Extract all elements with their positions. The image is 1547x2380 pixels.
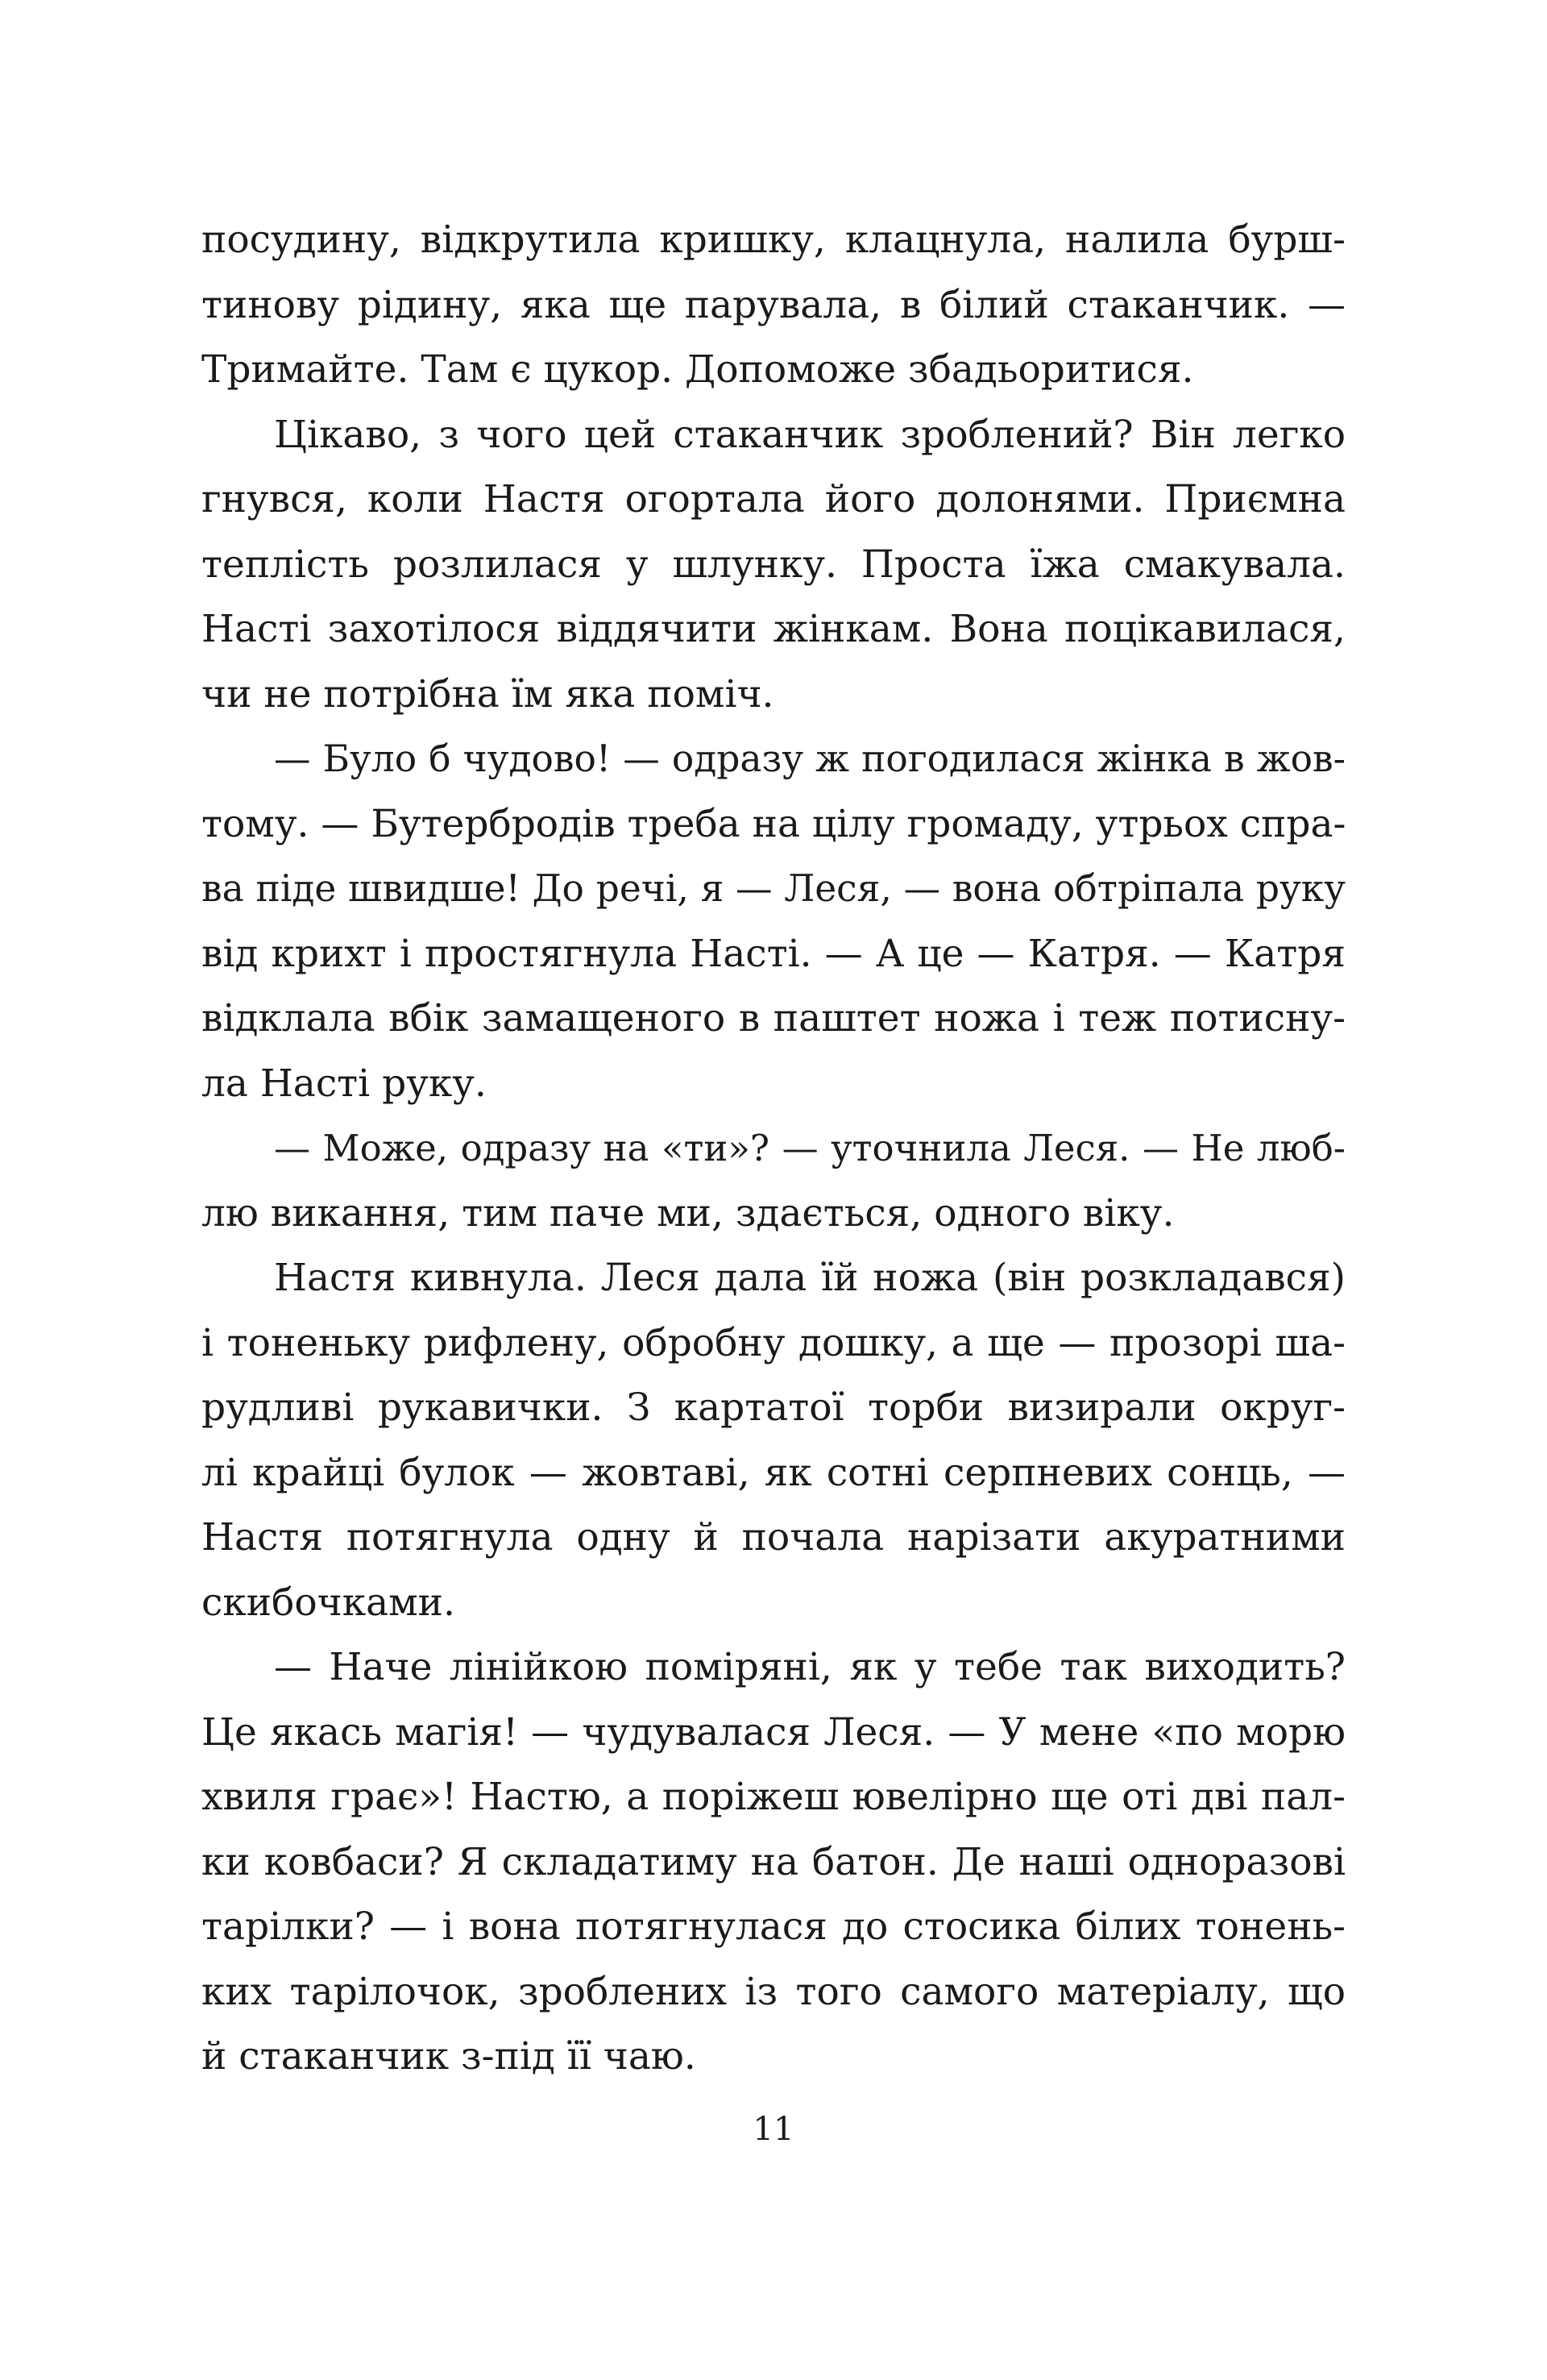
text-line: тарілки? — і вона потягнулася до стосика білих тонень- bbox=[201, 1904, 1346, 1949]
text-line: Насті захотілося віддячити жінкам. Вона поцікавилася, bbox=[201, 607, 1346, 651]
text-line: тому. — Бутербродів треба на цілу громаду, утрьох спра- bbox=[201, 801, 1346, 846]
text-line: Цікаво, з чого цей стаканчик зроблений? Він легко bbox=[274, 412, 1346, 457]
text-line: гнувся, коли Настя огортала його долонями. Приємна bbox=[201, 477, 1346, 521]
text-line: Настя кивнула. Леся дала їй ножа (він розкладався) bbox=[274, 1256, 1346, 1300]
text-line: теплість розлилася у шлунку. Проста їжа смакувала. bbox=[201, 542, 1346, 587]
text-line: Настя потягнула одну й почала нарізати акуратними bbox=[201, 1515, 1346, 1560]
text-line: відклала вбік замащеного в паштет ножа і теж потисну- bbox=[201, 996, 1346, 1040]
text-line: і тоненьку рифлену, обробну дошку, а ще — прозорі ша- bbox=[201, 1320, 1346, 1365]
text-line: скибочками. bbox=[201, 1580, 455, 1625]
text-line: хвиля грає»! Настю, а поріжеш ювелірно ще оті дві пал- bbox=[201, 1775, 1346, 1819]
text-line: від крихт і простягнула Насті. — А це — Катря. — Катря bbox=[201, 931, 1346, 976]
text-line: Це якась магія! — чудувалася Леся. — У мене «по морю bbox=[201, 1709, 1346, 1755]
text-line: лі крайці булок — жовтаві, як сотні серпневих сонць, — bbox=[201, 1450, 1346, 1495]
text-line: й стаканчик з-під її чаю. bbox=[201, 2034, 696, 2079]
text-line: рудливі рукавички. З картатої торби визирали округ- bbox=[201, 1385, 1346, 1430]
text-line: ва піде швидше! До речі, я — Леся, — вона обтріпала руку bbox=[201, 867, 1346, 910]
body-text bbox=[201, 208, 1346, 2090]
text-line: ки ковбаси? Я складатиму на батон. Де наші одноразові bbox=[201, 1839, 1346, 1884]
text-line: — Може, одразу на «ти»? — уточнила Леся. — Не люб- bbox=[274, 1127, 1346, 1169]
text-line: тинову рідину, яка ще парувала, в білий стаканчик. — bbox=[201, 282, 1346, 327]
text-line: ла Насті руку. bbox=[201, 1061, 487, 1106]
text-line: Тримайте. Там є цукор. Допоможе збадьоритися. bbox=[201, 347, 1194, 392]
text-line: посудину, відкрутила кришку, клацнула, налила бурш- bbox=[201, 218, 1346, 262]
text-line: чи не потрібна їм яка поміч. bbox=[201, 671, 774, 716]
text-line: — Наче лінійкою поміряні, як у тебе так виходить? bbox=[274, 1645, 1346, 1689]
text-line: ких тарілочок, зроблених із того самого матеріалу, що bbox=[201, 1969, 1346, 2014]
page-number: 11 bbox=[753, 2111, 794, 2148]
text-line: — Було б чудово! — одразу ж погодилася жінка в жов- bbox=[274, 737, 1346, 780]
text-line: лю викання, тим паче ми, здається, одного віку. bbox=[201, 1190, 1175, 1236]
